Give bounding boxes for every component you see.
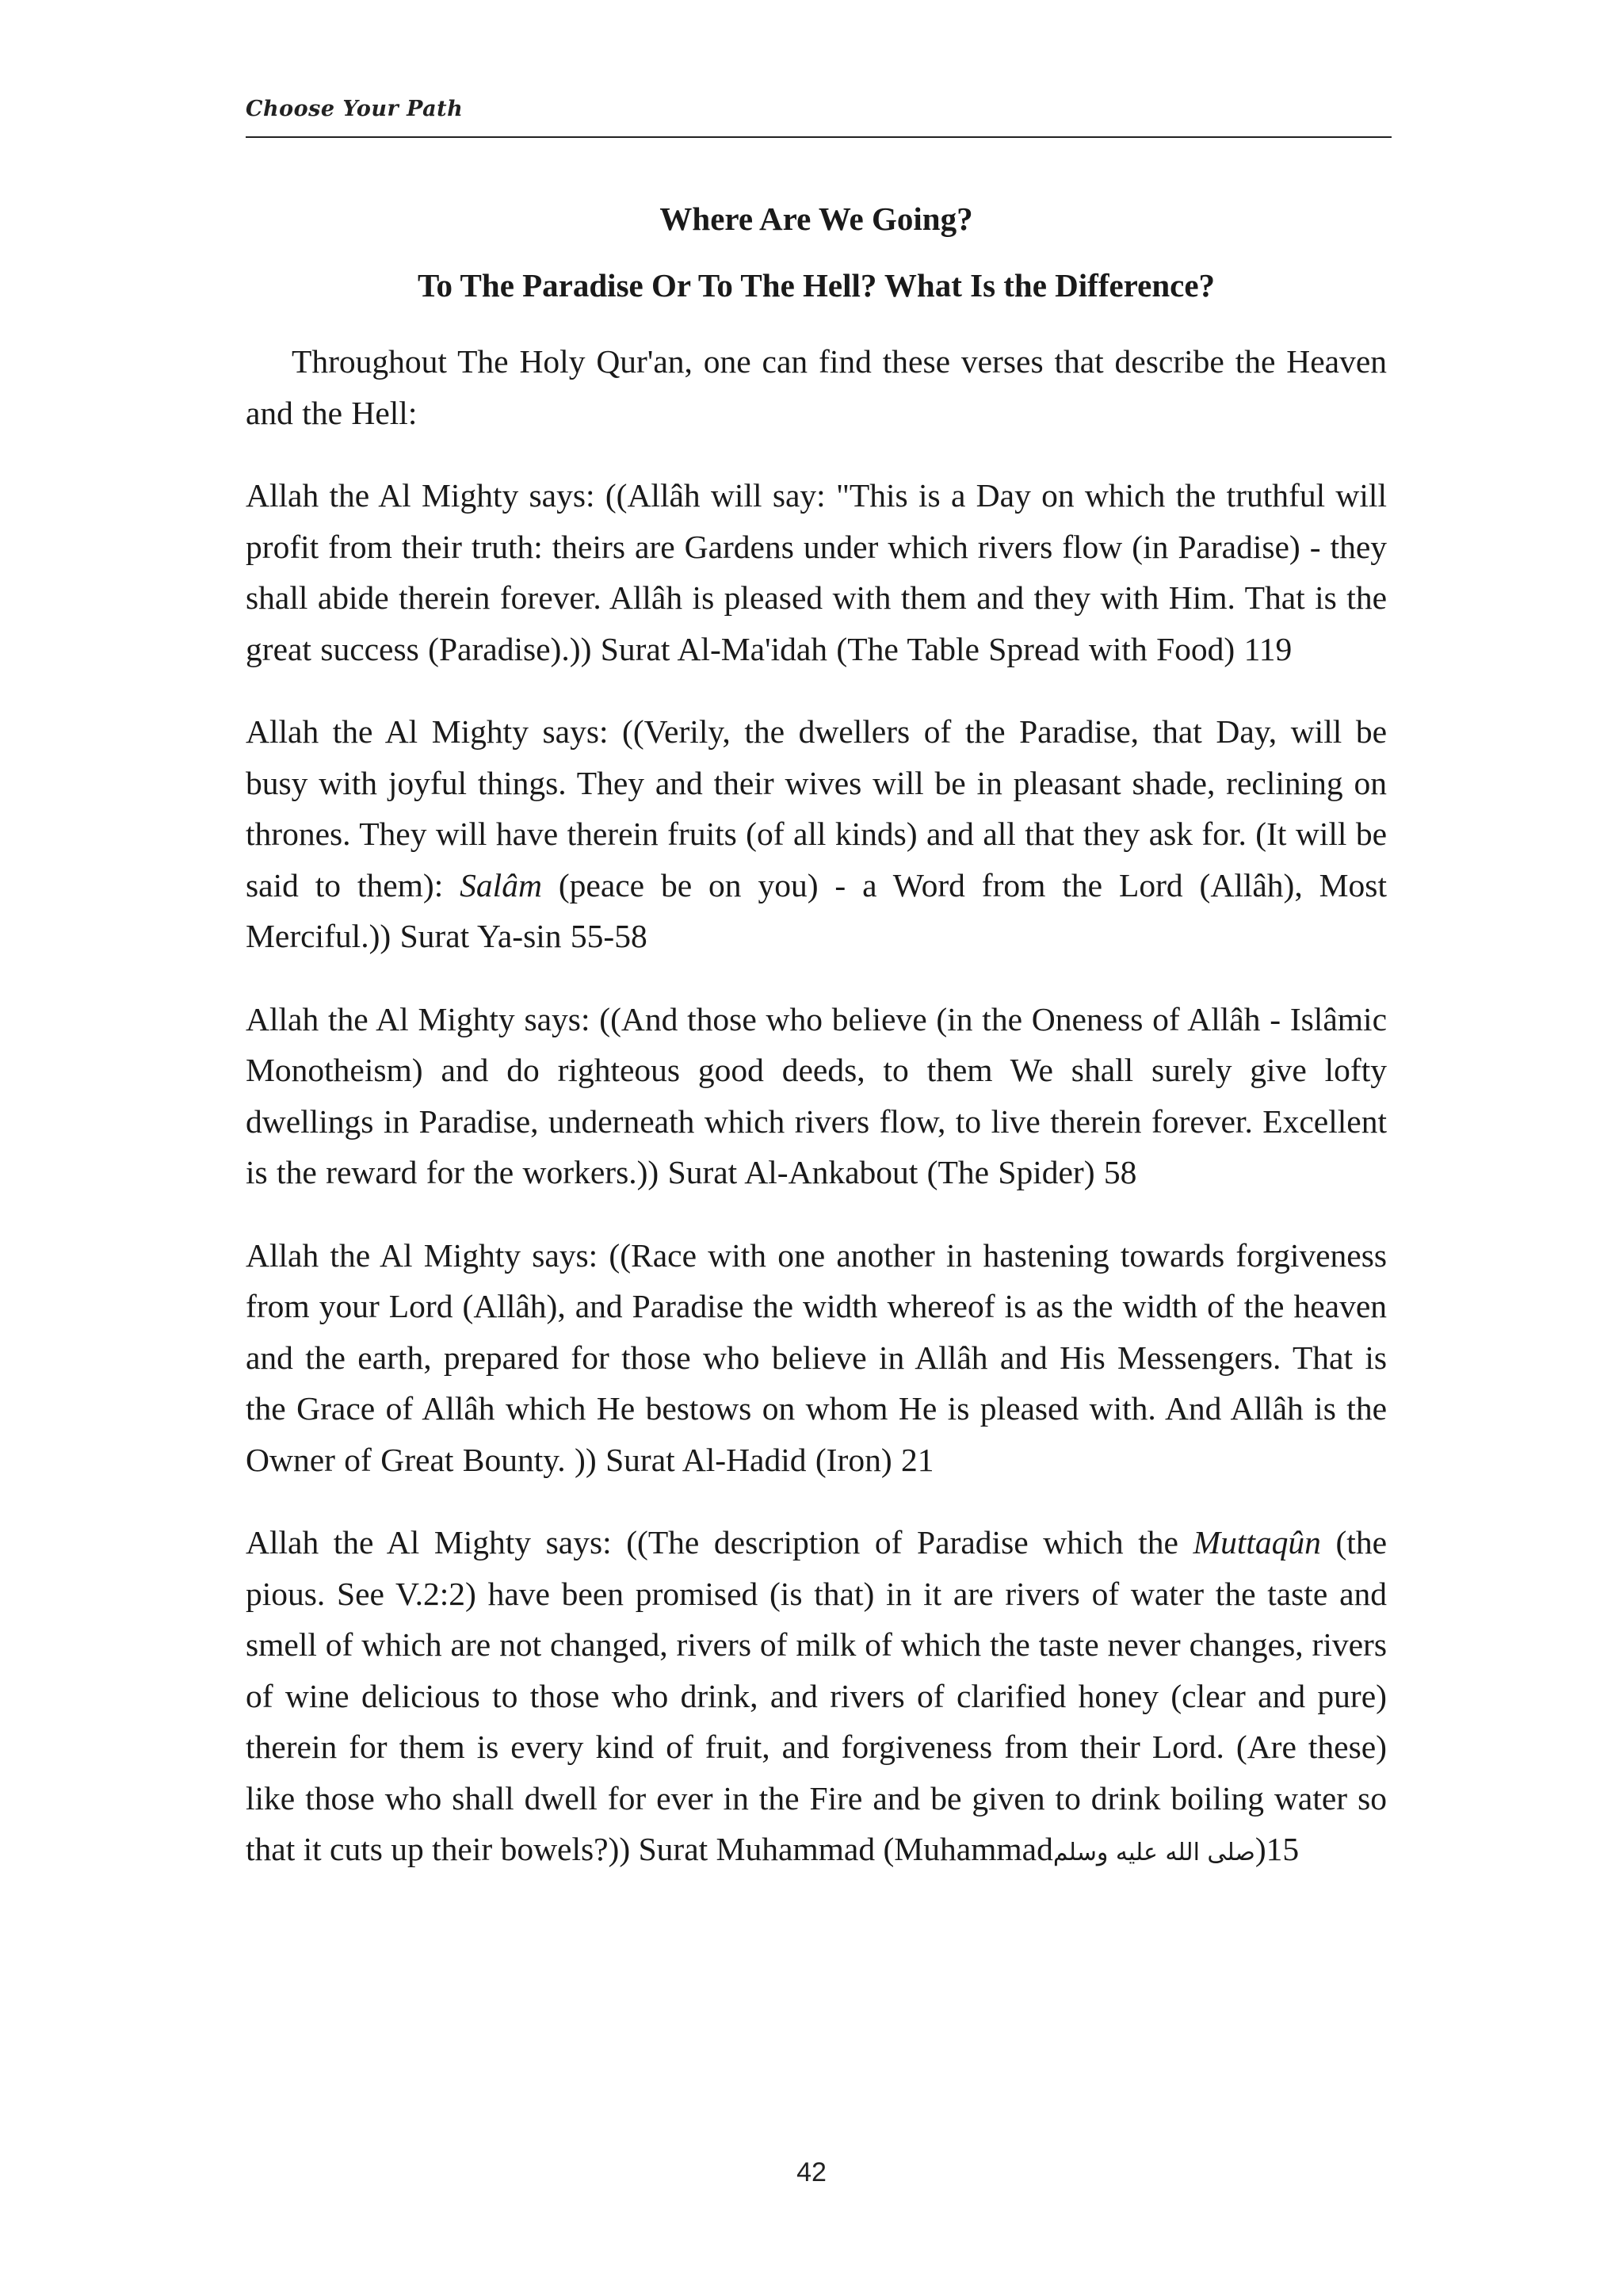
verse-5-text-b: (the pious. See V.2:2) have been promised (is that) in it are rivers of water the taste and smell of which are not changed, rivers of milk of which the taste never changes, rivers of wine delicious to those who drink, and rivers of clarified honey (clear and pure) therein for them is every kind of fruit, and forgiveness from their Lord. (Are these) like those who shall dwell for ever in the Fire and be given to drink boiling water so that it cuts up their bowels?)) Surat Muhammad (Muhammad (246, 1524, 1387, 1867)
running-header: Choose Your Path (246, 97, 464, 121)
verse-paragraph-2 (246, 706, 1387, 962)
verse-5-text-end: )15 (1254, 1831, 1300, 1867)
page-content (246, 198, 1387, 1911)
page-title: Where Are We Going? (659, 201, 973, 237)
verse-5-arabic-honorific: صلى الله عليه وسلم (1052, 1839, 1255, 1866)
page-number: 42 (796, 2157, 827, 2187)
page-subtitle: To The Paradise Or To The Hell? What Is the Difference? (417, 267, 1216, 304)
verse-paragraph-5 (246, 1517, 1387, 1879)
verse-paragraph-1: Allah the Al Mighty says: ((Allâh will say: "This is a Day on which the truthful will profit from their truth: theirs are Gardens under which rivers flow (in Paradise) - they shall abide therein forever. Allâh is pleased with them and they with Him. That is the great success (Paradise).)) Surat Al-Ma'idah (The Table Spread with Food) 119 (246, 477, 1387, 667)
header-rule (246, 136, 1392, 138)
verse-5-italic-term: Muttaqûn (1193, 1524, 1321, 1561)
verse-paragraph-3: Allah the Al Mighty says: ((And those who believe (in the Oneness of Allâh - Islâmic Monotheism) and do righteous good deeds, to them We shall surely give lofty dwellings in Paradise, underneath which rivers flow, to live therein forever. Excellent is the reward for the workers.)) Surat Al-Ankabout (The Spider) 58 (246, 1000, 1387, 1190)
verse-2-text-b: (peace be on you) - a Word from the Lord (Allâh), Most Merciful.)) Surat Ya-sin 55-58 (246, 866, 1387, 954)
verse-2-italic-term: Salâm (460, 866, 542, 904)
verse-5-text-a: Allah the Al Mighty says: ((The description of Paradise which the (246, 1524, 1193, 1561)
intro-paragraph: Throughout The Holy Qur'an, one can find these verses that describe the Heaven and the Hell: (246, 343, 1387, 431)
verse-paragraph-4: Allah the Al Mighty says: ((Race with one another in hastening towards forgiveness from your Lord (Allâh), and Paradise the width whereof is as the width of the heaven and the earth, prepared for those who believe in Allâh and His Messengers. That is the Grace of Allâh which He bestows on whom He is pleased with. And Allâh is the Owner of Great Bounty. )) Surat Al-Hadid (Iron) 21 (246, 1236, 1387, 1478)
verse-2-text-a: Allah the Al Mighty says: ((Verily, the dwellers of the Paradise, that Day, will be busy with joyful things. They and their wives will be in pleasant shade, reclining on thrones. They will have therein fruits (of all kinds) and all that they ask for. (It will be said to them): (246, 713, 1387, 904)
